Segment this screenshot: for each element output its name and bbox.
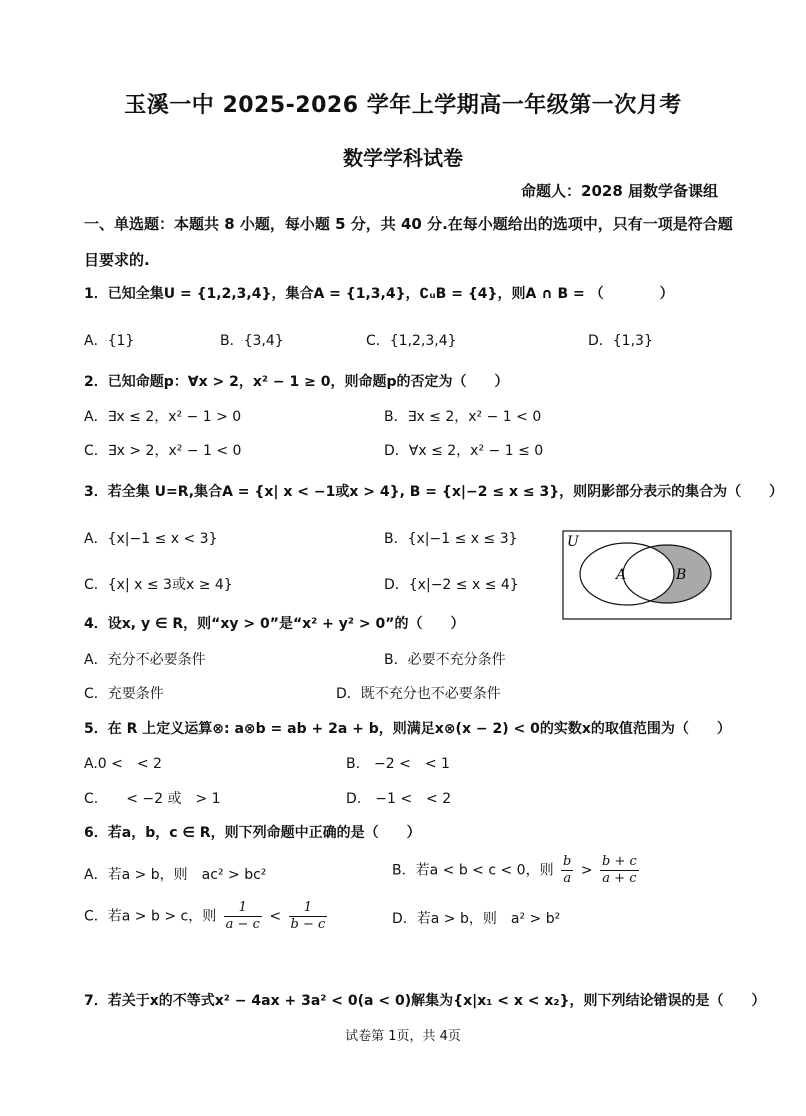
q4-stem: 4．设x, y ∈ R，则“xy > 0”是“x² + y² > 0”的（ ）: [84, 616, 465, 632]
q5-option-c: C. < −2 或 > 1: [84, 791, 221, 807]
q6-option-c-prefix: C．若a > b > c，则: [84, 908, 217, 925]
fraction-denominator: a − c: [225, 917, 260, 932]
q2-option-b: B．∃x ≤ 2，x² − 1 < 0: [384, 409, 542, 425]
q4-option-c: C．充要条件: [84, 686, 164, 702]
q6-option-b: [392, 854, 642, 887]
fraction-numerator: b + c: [602, 854, 637, 869]
fraction-denominator: b − c: [290, 917, 326, 932]
q1-option-d: D．{1,3}: [588, 333, 653, 349]
q5-option-a: A.0 < < 2: [84, 756, 162, 772]
fraction-denominator: a: [563, 871, 572, 886]
venn-label-a: A: [616, 567, 627, 583]
q6-option-b-operator: >: [580, 862, 593, 879]
q6-option-c-fraction-1: [224, 900, 262, 933]
q1-option-c: C．{1,2,3,4}: [366, 333, 457, 349]
q7-stem: 7．若关于x的不等式x² − 4ax + 3a² < 0(a < 0)解集为{x|x₁ < x < x₂}，则下列结论错误的是（ ）: [84, 993, 766, 1009]
exam-author: 命题人：2028 届数学备课组: [521, 182, 718, 200]
q6-option-c: [84, 900, 330, 933]
q3-option-c: C．{x| x ≤ 3或x ≥ 4}: [84, 577, 233, 593]
q3-option-d: D．{x|−2 ≤ x ≤ 4}: [384, 577, 519, 593]
q2-option-c: C．∃x > 2，x² − 1 < 0: [84, 443, 242, 459]
q3-option-a: A．{x|−1 ≤ x < 3}: [84, 531, 218, 547]
exam-title: 玉溪一中 2025-2026 学年上学期高一年级第一次月考: [124, 93, 682, 118]
q6-option-c-operator: <: [269, 908, 282, 925]
venn-label-b: B: [676, 567, 687, 583]
q6-option-b-fraction-1: [561, 854, 573, 887]
q5-option-d: D. −1 < < 2: [346, 791, 452, 807]
q4-option-a: A．充分不必要条件: [84, 652, 206, 668]
q4-option-d: D．既不充分也不必要条件: [336, 686, 501, 702]
q1-option-a: A．{1}: [84, 333, 135, 349]
q6-option-b-fraction-2: [600, 854, 639, 887]
q6-option-a: A．若a > b，则 ac² > bc²: [84, 867, 267, 883]
q6-stem: 6．若a，b，c ∈ R，则下列命题中正确的是（ ）: [84, 825, 421, 841]
q1-option-b: B．{3,4}: [220, 333, 284, 349]
q3-stem: 3．若全集 U=R,集合A = {x| x < −1或x > 4}, B = {x|−2 ≤ x ≤ 3}，则阴影部分表示的集合为（ ）: [84, 484, 784, 500]
fraction-numerator: b: [563, 854, 572, 869]
page-footer: 试卷第 1页，共 4页: [345, 1029, 461, 1044]
q6-option-c-fraction-2: [289, 900, 328, 933]
fraction-denominator: a + c: [602, 871, 637, 886]
q3-option-b: B．{x|−1 ≤ x ≤ 3}: [384, 531, 518, 547]
fraction-numerator: 1: [224, 900, 262, 917]
q6-option-d: D．若a > b，则 a² > b²: [392, 911, 561, 927]
venn-diagram: [562, 530, 732, 620]
venn-label-u: U: [567, 534, 579, 550]
section-instructions: 一、单选题：本题共 8 小题，每小题 5 分，共 40 分.在每小题给出的选项中，只有一项是符合题目要求的.: [84, 215, 733, 269]
fraction-numerator: 1: [289, 900, 328, 917]
q4-option-b: B．必要不充分条件: [384, 652, 506, 668]
q2-option-a: A．∃x ≤ 2，x² − 1 > 0: [84, 409, 242, 425]
q5-stem: 5．在 R 上定义运算⊗: a⊗b = ab + 2a + b，则满足x⊗(x − 2) < 0的实数x的取值范围为（ ）: [84, 721, 731, 737]
q2-option-d: D．∀x ≤ 2，x² − 1 ≤ 0: [384, 443, 544, 459]
q6-option-b-prefix: B．若a < b < c < 0，则: [392, 862, 554, 879]
exam-subtitle: 数学学科试卷: [343, 146, 463, 170]
q5-option-b: B. −2 < < 1: [346, 756, 450, 772]
q1-stem: 1．已知全集U = {1,2,3,4}，集合A = {1,3,4}，∁ᵤB = {4}，则A ∩ B = （ ）: [84, 286, 674, 302]
q2-stem: 2．已知命题p：∀x > 2，x² − 1 ≥ 0，则命题p的否定为（ ）: [84, 374, 509, 390]
